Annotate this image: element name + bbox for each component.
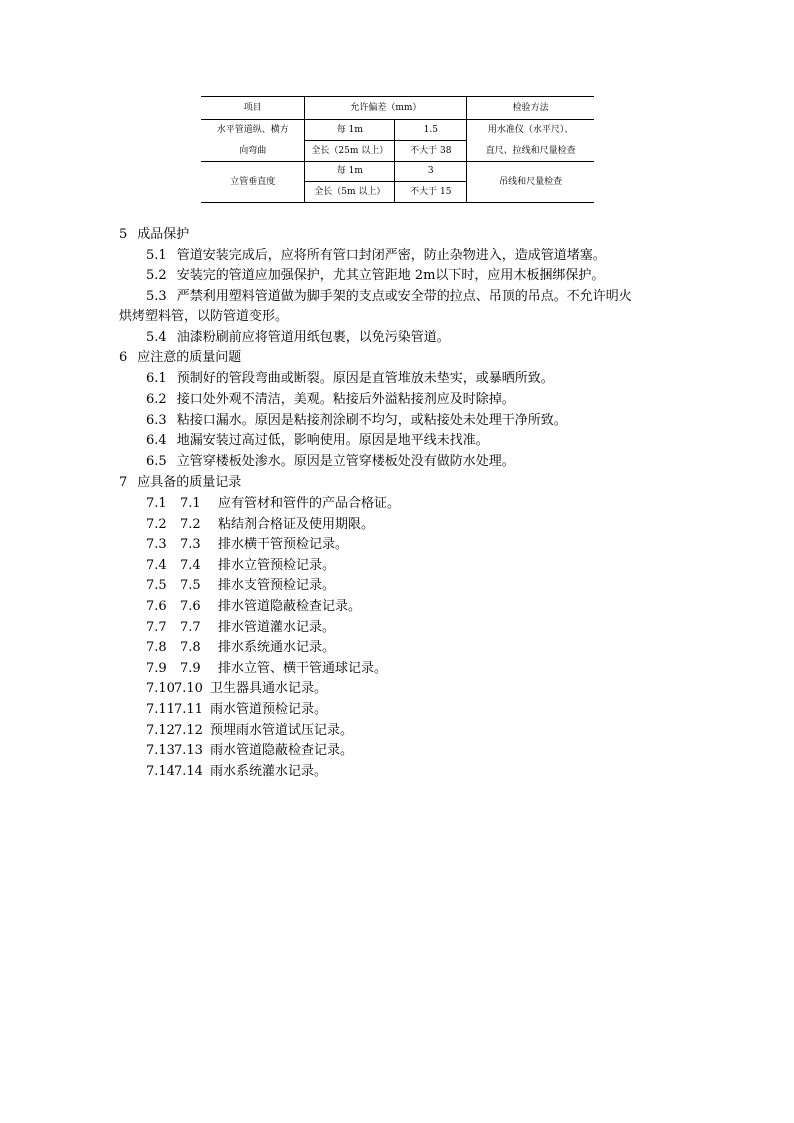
item-number: 5.2 (146, 268, 167, 283)
table-row (201, 120, 594, 141)
row1-sub2-label: 全长（25m 以上） (305, 141, 395, 162)
item-subnumber: 7.2 (180, 516, 201, 532)
item-number: 6.4 (146, 433, 167, 448)
item-number: 6.5 (146, 454, 167, 469)
item-number: 7.2 (146, 516, 167, 532)
header-item: 项目 (201, 97, 305, 120)
row1-method-line1: 用水准仪（水平尺）、 (487, 124, 574, 135)
item-subnumber: 7.10 (174, 681, 203, 697)
list-item (146, 454, 515, 470)
item-number: 7.11 (146, 702, 175, 717)
item-number: 6.3 (146, 413, 167, 428)
row1-method-line2: 直尺、拉线和尺量检查 (485, 145, 576, 156)
item-number: 5.4 (146, 330, 167, 345)
record-item (146, 640, 335, 656)
section-number: 5 (119, 227, 128, 242)
item-subnumber: 7.6 (180, 599, 201, 614)
list-item (146, 248, 606, 264)
item-text: 预制好的管段弯曲或断裂。原因是直管堆放未垫实，或暴晒所致。 (176, 371, 554, 386)
record-item (146, 578, 335, 594)
item-number: 7.12 (146, 722, 175, 738)
item-number: 7.3 (146, 537, 167, 553)
item-text: 粘接口漏水。原因是粘接剂涂刷不均匀，或粘接处未处理干净所致。 (176, 413, 567, 428)
row1-sub2-value: 不大于 38 (395, 141, 467, 162)
list-item (146, 268, 604, 284)
list-item (146, 371, 554, 387)
row2-sub1-value: 3 (395, 162, 467, 182)
section-heading-7 (119, 475, 241, 491)
header-method: 检验方法 (467, 97, 594, 120)
item-text: 严禁利用塑料管道做为脚手架的支点或安全带的拉点、吊顶的吊点。不允许明火 (176, 289, 632, 304)
row1-item-line2: 向弯曲 (239, 145, 267, 156)
section-title: 应具备的质量记录 (137, 475, 242, 490)
row2-sub2-label: 全长（5m 以上） (305, 182, 395, 203)
item-number: 5.3 (146, 289, 167, 304)
section-title: 成品保护 (137, 227, 190, 242)
item-number: 7.6 (146, 599, 167, 614)
record-item (146, 681, 327, 697)
item-subnumber: 7.11 (174, 702, 203, 717)
list-item (146, 433, 489, 449)
item-number: 7.10 (146, 681, 175, 697)
row2-sub1-label: 每 1m (305, 162, 395, 182)
section-title: 应注意的质量问题 (137, 350, 242, 365)
record-item (146, 661, 387, 677)
list-item-continuation: 烘烤塑料管，以防管道变形。 (119, 309, 289, 324)
item-text: 应有管材和管件的产品合格证。 (218, 496, 401, 511)
item-number: 7.1 (146, 496, 167, 511)
item-number: 7.13 (146, 743, 175, 759)
table-header-row (201, 97, 594, 120)
record-item (146, 702, 327, 718)
item-text: 预埋雨水管道试压记录。 (210, 722, 354, 738)
section-heading-6 (119, 350, 241, 366)
item-number: 6.1 (146, 371, 167, 386)
item-number: 6.2 (146, 392, 167, 407)
item-text: 雨水管道预检记录。 (210, 702, 328, 717)
item-text: 地漏安装过高过低，影响使用。原因是地平线未找准。 (176, 433, 489, 448)
item-number: 7.7 (146, 619, 167, 635)
row1-item-line1: 水平管道纵、横方 (216, 124, 289, 135)
item-number: 7.5 (146, 578, 167, 594)
row2-item: 立管垂直度 (201, 162, 305, 203)
record-item (146, 764, 327, 780)
item-text: 管道安装完成后，应将所有管口封闭严密，防止杂物进入，造成管道堵塞。 (176, 248, 606, 263)
item-number: 7.8 (146, 640, 167, 656)
table-row (201, 162, 594, 182)
item-text: 接口处外观不清洁，美观。粘接后外溢粘接剂应及时除掉。 (176, 392, 515, 407)
item-subnumber: 7.7 (180, 619, 201, 635)
item-subnumber: 7.12 (174, 722, 203, 738)
item-subnumber: 7.4 (180, 557, 201, 573)
item-subnumber: 7.5 (180, 578, 201, 594)
section-number: 7 (119, 475, 128, 490)
item-subnumber: 7.13 (174, 743, 203, 759)
item-text: 排水立管、横干管通球记录。 (218, 660, 388, 676)
item-number: 7.4 (146, 557, 167, 573)
row1-sub1-label: 每 1m (305, 120, 395, 141)
list-item (146, 392, 515, 408)
item-text: 排水横干管预检记录。 (218, 537, 349, 553)
record-item (146, 743, 353, 759)
item-text: 立管穿楼板处渗水。原因是立管穿楼板处没有做防水处理。 (176, 454, 515, 469)
record-item (146, 620, 335, 636)
list-item (146, 289, 632, 305)
list-item (146, 330, 450, 346)
item-text: 排水管道隐蔽检查记录。 (218, 599, 362, 614)
item-text: 安装完的管道应加强保护，尤其立管距地 2m以下时，应用木板捆绑保护。 (176, 268, 605, 283)
tolerance-table (201, 96, 594, 203)
item-subnumber: 7.1 (180, 496, 201, 511)
item-text: 油漆粉刷前应将管道用纸包裹，以免污染管道。 (176, 330, 450, 345)
record-item (146, 723, 353, 739)
row2-sub2-value: 不大于 15 (395, 182, 467, 203)
record-item (146, 599, 361, 615)
item-text: 雨水管道隐蔽检查记录。 (210, 743, 354, 759)
item-text: 排水管道灌水记录。 (218, 619, 336, 635)
record-item (146, 558, 335, 574)
list-item (146, 413, 567, 429)
row2-method: 吊线和尺量检查 (467, 162, 594, 203)
item-number: 5.1 (146, 248, 167, 263)
section-heading-5 (119, 227, 189, 243)
item-subnumber: 7.8 (180, 640, 201, 656)
item-text: 卫生器具通水记录。 (210, 681, 328, 697)
section-number: 6 (119, 350, 128, 365)
row1-sub1-value: 1.5 (395, 120, 467, 141)
item-text: 排水支管预检记录。 (218, 578, 336, 594)
item-subnumber: 7.3 (180, 537, 201, 553)
item-text: 雨水系统灌水记录。 (210, 763, 328, 779)
row1-item (201, 120, 305, 162)
item-text: 排水系统通水记录。 (218, 640, 336, 656)
item-text: 粘结剂合格证及使用期限。 (218, 516, 375, 532)
item-text: 排水立管预检记录。 (218, 557, 336, 573)
item-number: 7.9 (146, 660, 167, 676)
record-item (146, 537, 348, 553)
row1-method (467, 120, 594, 162)
header-deviation: 允许偏差（mm） (305, 97, 467, 120)
item-subnumber: 7.9 (180, 660, 201, 676)
item-subnumber: 7.14 (174, 763, 203, 779)
item-number: 7.14 (146, 763, 175, 779)
record-item (146, 496, 400, 512)
record-item (146, 517, 374, 533)
